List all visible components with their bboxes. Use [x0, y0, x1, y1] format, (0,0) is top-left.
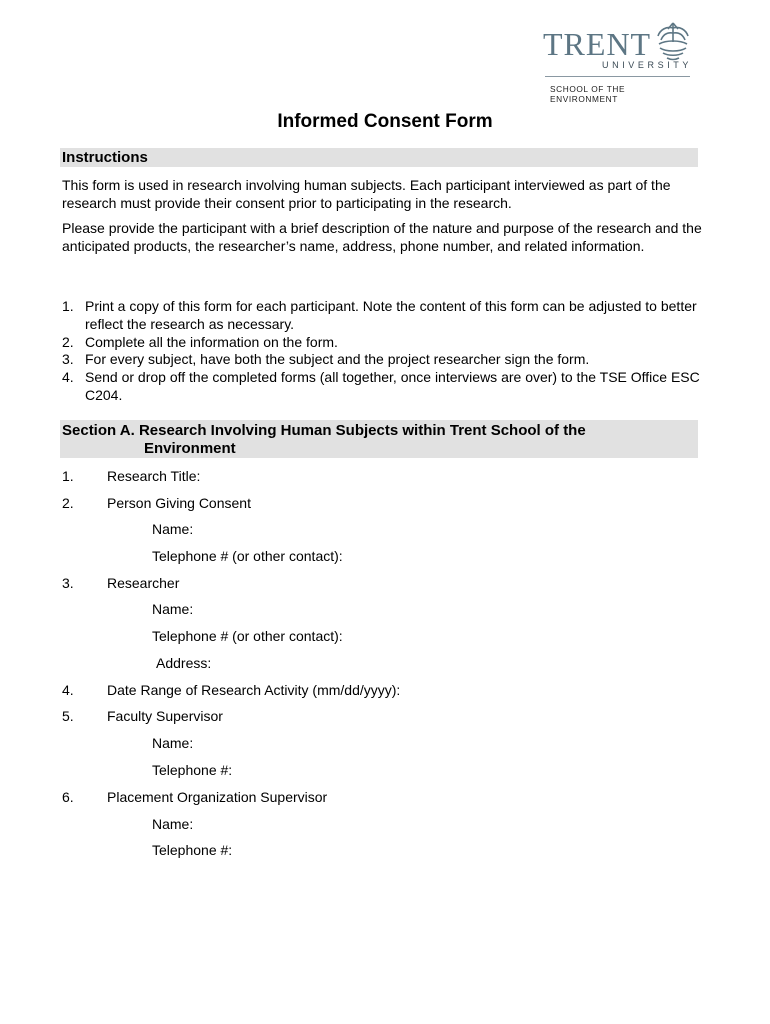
placement-name-label: Name:: [152, 816, 194, 832]
step-text: Print a copy of this form for each participant. Note the content of this form can be adjusted to better reflect the research as necessary.: [85, 298, 697, 332]
field-number: 5.: [62, 708, 74, 724]
instructions-heading: Instructions: [62, 149, 148, 166]
researcher-label: Researcher: [107, 575, 180, 591]
step-number: 3.: [62, 351, 74, 368]
step-text: For every subject, have both the subject and the project researcher sign the form.: [85, 351, 590, 368]
logo-divider: [545, 76, 690, 77]
placement-telephone-label: Telephone #:: [152, 842, 233, 858]
section-a-heading-line-2: Environment: [144, 440, 236, 457]
step-number: 4.: [62, 369, 74, 386]
logo-wordmark: TRENT: [543, 26, 652, 62]
step-number: 1.: [62, 298, 74, 314]
step-number: 2.: [62, 333, 74, 350]
consent-telephone-label: Telephone # (or other contact):: [152, 548, 343, 564]
consent-name-label: Name:: [152, 521, 194, 537]
field-number: 6.: [62, 789, 74, 805]
trent-university-logo: [540, 20, 695, 104]
logo-school-text: SCHOOL OF THE ENVIRONMENT: [550, 84, 626, 104]
research-title-label: Research Title:: [107, 468, 201, 484]
faculty-telephone-label: Telephone #:: [152, 762, 233, 778]
trent-crest-icon: [652, 20, 694, 62]
instructions-paragraph-1: This form is used in research involving human subjects. Each participant interviewed as part of the research must provide their consent prior to participating in the research.: [62, 177, 671, 211]
researcher-address-label: Address:: [156, 655, 212, 671]
instructions-steps-list: [62, 298, 702, 405]
date-range-label: Date Range of Research Activity (mm/dd/yyyy):: [107, 682, 401, 698]
faculty-name-label: Name:: [152, 735, 194, 751]
field-number: 3.: [62, 575, 74, 591]
person-giving-consent-label: Person Giving Consent: [107, 495, 251, 511]
step-text: Complete all the information on the form.: [85, 333, 338, 350]
page-title: Informed Consent Form: [277, 111, 493, 132]
field-number: 1.: [62, 468, 74, 484]
step-text: Send or drop off the completed forms (all together, once interviews are over) to the TSE Office ESC C204.: [85, 369, 700, 403]
researcher-name-label: Name:: [152, 601, 194, 617]
instructions-heading-band: [60, 148, 698, 167]
list-item: [62, 369, 702, 405]
instructions-paragraph-2: Please provide the participant with a brief description of the nature and purpose of the research and the anticipated products, the researcher’s name, address, phone number, and related information.: [62, 220, 702, 254]
list-item: [62, 351, 702, 369]
field-number: 2.: [62, 495, 74, 511]
section-a-heading-band: [60, 420, 698, 458]
faculty-supervisor-label: Faculty Supervisor: [107, 708, 223, 724]
researcher-telephone-label: Telephone # (or other contact):: [152, 628, 343, 644]
list-item: [62, 334, 702, 352]
section-a-heading-line-1: Section A. Research Involving Human Subjects within Trent School of the: [62, 422, 586, 439]
list-item: [62, 298, 702, 334]
logo-university-text: UNIVERSITY: [602, 60, 693, 70]
field-number: 4.: [62, 682, 74, 698]
placement-supervisor-label: Placement Organization Supervisor: [107, 789, 328, 805]
